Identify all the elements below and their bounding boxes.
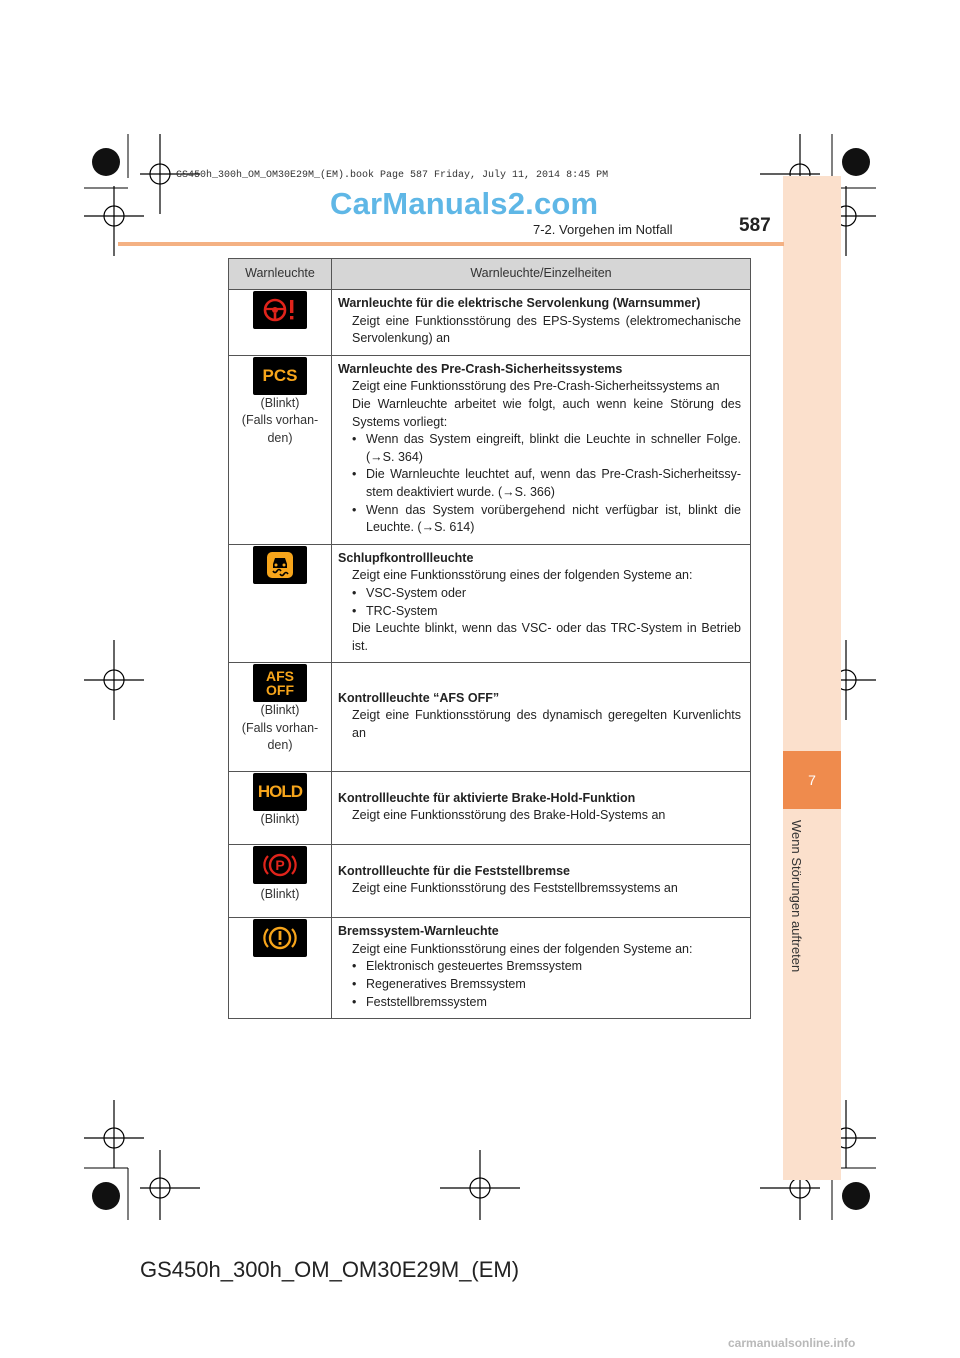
light-description: Die Leuchte blinkt, wenn das VSC- oder das TRC-System in Betrieb ist. [352, 621, 741, 653]
light-description: Zeigt eine Funktionsstörung eines der folgenden Systeme an: [352, 941, 693, 956]
description-cell [332, 772, 751, 845]
icon-cell [229, 845, 332, 918]
icon-cell [229, 290, 332, 356]
light-description: Zeigt eine Funktionsstörung des dynamisch geregelten Kurvenlichts an [352, 708, 741, 741]
icon-caption: (Blinkt) [260, 812, 300, 827]
table-row [229, 544, 751, 663]
description-cell [332, 355, 751, 544]
description-cell [332, 845, 751, 918]
light-description: Zeigt eine Funktionsstörung des EPS-Systems (elektromechanische Servolenkung) an [352, 313, 741, 346]
table-row [229, 845, 751, 918]
icon-cell [229, 355, 332, 544]
watermark-bottom: carmanualsonline.info [728, 1336, 856, 1350]
icon-caption: (Blinkt) [260, 886, 300, 901]
table-row [229, 663, 751, 772]
column-header: Warnleuchte/Einzelheiten [332, 259, 751, 290]
light-description: Zeigt eine Funktionsstörung des Feststellbremssystems an [352, 881, 678, 896]
icon-cell [229, 772, 332, 845]
light-description: Zeigt eine Funktionsstörung des Brake-Hold-Systems an [352, 808, 666, 823]
page-number: 587 [739, 215, 771, 236]
list-item: • Feststellbremssystem [352, 994, 487, 1009]
table-row [229, 355, 751, 544]
warning-lights-table [228, 258, 751, 1019]
icon-caption: (Falls vorhan- [241, 413, 319, 428]
icon-caption: (Blinkt) [260, 395, 300, 410]
slip-indicator-icon [253, 546, 307, 584]
icon-cell [229, 544, 332, 663]
light-title: Kontrollleuchte für die Feststellbremse [338, 863, 570, 878]
list-item: • Regeneratives Bremssystem [352, 977, 526, 992]
parking-brake-icon [253, 846, 307, 884]
icon-caption: (Falls vorhan- [241, 720, 319, 735]
afs-off-icon: AFS OFF [253, 664, 307, 702]
table-header-row [229, 259, 751, 290]
column-header: Warnleuchte [229, 259, 332, 290]
list-item: • Die Warnleuchte leuchtet auf, wenn das Pre-Crash-Sicherheitssy-stem deaktiviert wurde. (→S. 366) [352, 467, 741, 499]
brake-system-warning-icon [253, 919, 307, 957]
table-row [229, 290, 751, 356]
light-title: Warnleuchte für die elektrische Servolenkung (Warnsummer) [338, 296, 701, 310]
list-item: • Elektronisch gesteuertes Bremssystem [352, 959, 583, 974]
light-description: Zeigt eine Funktionsstörung des Pre-Crash-Sicherheitssystems an [352, 379, 720, 394]
table-row [229, 772, 751, 845]
light-title: Bremssystem-Warnleuchte [338, 924, 499, 939]
header-rule [118, 242, 784, 246]
footer-model-code: GS450h_300h_OM_OM30E29M_(EM) [140, 1257, 520, 1282]
chapter-number-tab: 7 [783, 751, 841, 809]
light-description: Zeigt eine Funktionsstörung eines der folgenden Systeme an: [352, 568, 693, 583]
description-cell [332, 290, 751, 356]
icon-cell [229, 918, 332, 1019]
side-tab-strip [783, 176, 841, 1180]
icon-caption: (Blinkt) [260, 703, 300, 718]
list-item: • TRC-System [352, 603, 438, 618]
watermark-top: CarManuals2.com [330, 186, 599, 221]
light-title: Kontrollleuchte für aktivierte Brake-Hold-Funktion [338, 790, 636, 805]
icon-caption: den) [267, 738, 293, 753]
light-description: Die Warnleuchte arbeitet wie folgt, auch wenn keine Störung des Systems vorliegt: [352, 396, 741, 429]
section-title: 7-2. Vorgehen im Notfall [533, 222, 673, 237]
light-title: Kontrollleuchte “AFS OFF” [338, 690, 500, 705]
light-title: Schlupfkontrollleuchte [338, 550, 474, 565]
power-steering-warning-icon [253, 291, 307, 329]
description-cell [332, 663, 751, 772]
list-item: • Wenn das System vorübergehend nicht verfügbar ist, blinkt die Leuchte. (→S. 614) [352, 502, 741, 535]
list-item: • VSC-System oder [352, 585, 467, 600]
list-item: • Wenn das System eingreift, blinkt die Leuchte in schneller Folge. (→S. 364) [352, 432, 741, 464]
description-cell [332, 918, 751, 1019]
light-title: Warnleuchte des Pre-Crash-Sicherheitssystems [338, 361, 623, 376]
book-info-line: GS450h_300h_OM_OM30E29M_(EM).book Page 587 Friday, July 11, 2014 8:45 PM [176, 170, 609, 181]
svg-text:P: P [275, 857, 285, 874]
icon-cell [229, 663, 332, 772]
pcs-icon: PCS [253, 357, 307, 395]
table-row [229, 918, 751, 1019]
hold-icon: HOLD [253, 773, 307, 811]
chapter-title: Wenn Störungen auftreten [789, 820, 804, 973]
icon-caption: den) [267, 430, 293, 445]
description-cell [332, 544, 751, 663]
